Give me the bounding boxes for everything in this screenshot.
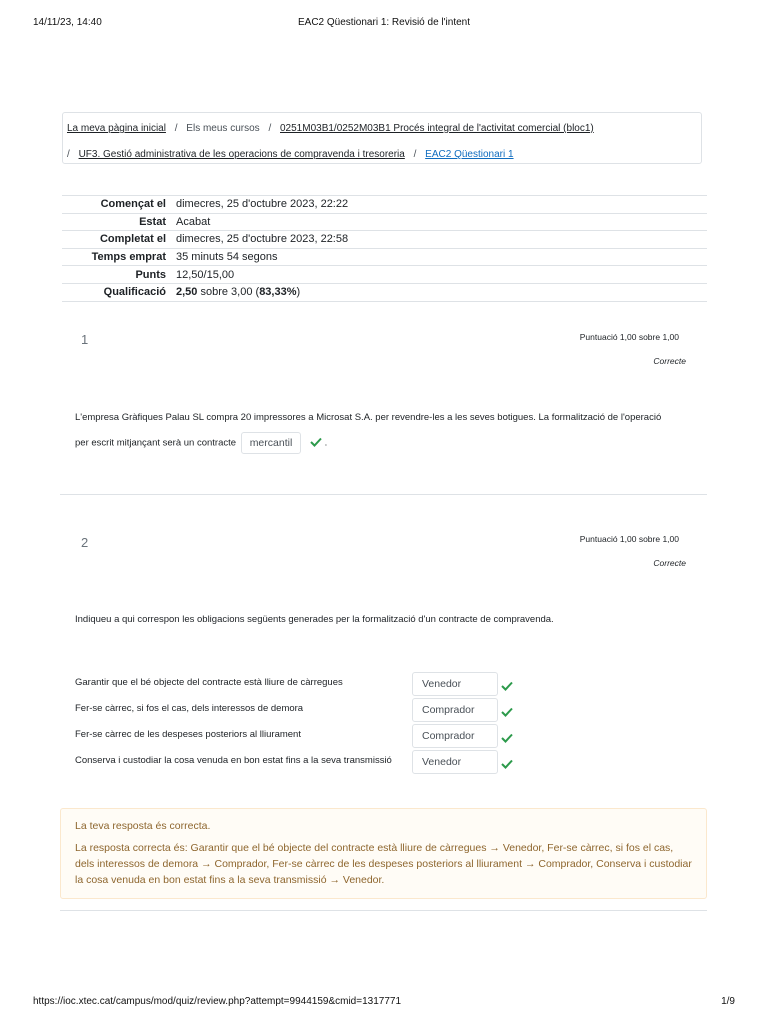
- summary-value: dimecres, 25 d'octubre 2023, 22:22: [176, 198, 349, 211]
- summary-row: [62, 248, 707, 266]
- match-row-label: Fer-se càrrec, si fos el cas, dels interessos de demora: [75, 703, 304, 714]
- print-page-number: 1/9: [721, 996, 735, 1007]
- question-2-grade: Puntuació 1,00 sobre 1,00: [579, 534, 679, 544]
- check-icon: [310, 437, 322, 450]
- summary-label: Estat: [139, 215, 166, 228]
- breadcrumb-separator: /: [67, 149, 70, 160]
- breadcrumb-separator: /: [174, 123, 178, 134]
- breadcrumb-line-1: [67, 123, 594, 134]
- match-row-select[interactable]: Venedor: [412, 672, 498, 696]
- question-1-grade: Puntuació 1,00 sobre 1,00: [579, 332, 679, 342]
- match-row-select[interactable]: Venedor: [412, 750, 498, 774]
- summary-value: 35 minuts 54 segons: [176, 251, 278, 264]
- print-url: https://ioc.xtec.cat/campus/mod/quiz/review.php?attempt=9944159&cmid=1317771: [33, 996, 402, 1007]
- question-1-text-line-2: [75, 432, 327, 454]
- breadcrumb-separator: /: [268, 123, 272, 134]
- qualification-value: [172, 283, 707, 301]
- feedback-box: [60, 808, 707, 899]
- match-row-select[interactable]: Comprador: [412, 724, 498, 748]
- summary-row: [62, 266, 707, 284]
- breadcrumb-my-courses: Els meus cursos: [186, 123, 260, 134]
- summary-label: Punts: [135, 268, 166, 281]
- match-row: [75, 724, 525, 750]
- qualification-percent: 83,33%: [259, 286, 297, 299]
- summary-label: Començat el: [100, 198, 166, 211]
- question-2-state: Correcte: [653, 558, 686, 568]
- breadcrumb-course-link[interactable]: 0251M03B1/0252M03B1 Procés integral de l'activitat comercial (bloc1): [280, 123, 594, 134]
- question-1-answer-field[interactable]: mercantil: [241, 432, 302, 454]
- match-row-label: Conserva i custodiar la cosa venuda en bon estat fins a la seva transmissió: [75, 755, 392, 766]
- question-1-state: Correcte: [653, 356, 686, 366]
- summary-label: Temps emprat: [91, 251, 166, 264]
- attempt-summary-table: [62, 195, 707, 302]
- print-title: EAC2 Qüestionari 1: Revisió de l'intent: [298, 17, 470, 28]
- breadcrumb-separator: /: [413, 149, 417, 160]
- breadcrumb-quiz-link[interactable]: EAC2 Qüestionari 1: [425, 149, 514, 160]
- qualification-mid: sobre 3,00 (: [197, 286, 260, 299]
- question-1-number: 1: [81, 332, 89, 347]
- qualification-end: ): [296, 286, 301, 299]
- check-icon: [501, 756, 513, 774]
- summary-row: [62, 213, 707, 231]
- qualification-grade: 2,50: [176, 286, 198, 299]
- summary-value: 12,50/15,00: [176, 268, 235, 281]
- summary-row: [62, 196, 707, 214]
- qualification-label: Qualificació: [103, 286, 166, 299]
- summary-value: dimecres, 25 d'octubre 2023, 22:58: [176, 233, 349, 246]
- feedback-correct-answer: La resposta correcta és: Garantir que el bé objecte del contracte està lliure de càrregues → Venedor, Fer-se càrrec, si fos el cas, dels interessos de demora → Comprador, Fer-se càrrec de les despeses posteriors al lliurament → Comprador, Conserva i custodiar la cosa venuda en bon estat fins a la seva transmissió → Venedor.: [75, 842, 692, 886]
- question-1-end: .: [324, 437, 328, 449]
- question-1-prompt: per escrit mitjançant serà un contracte: [75, 437, 237, 449]
- check-icon: [501, 678, 513, 696]
- question-2-text: Indiqueu a qui correspon les obligacions següents generades per la formalització d'un contracte de compravenda.: [75, 614, 554, 625]
- summary-value: Acabat: [176, 215, 211, 228]
- breadcrumb-unit-link[interactable]: UF3. Gestió administrativa de les operacions de compravenda i tresoreria: [78, 149, 405, 160]
- match-row: [75, 750, 525, 776]
- summary-row: [62, 231, 707, 249]
- breadcrumb-home-link[interactable]: La meva pàgina inicial: [67, 123, 166, 134]
- print-datetime: 14/11/23, 14:40: [33, 17, 102, 28]
- match-row-label: Garantir que el bé objecte del contracte està lliure de càrregues: [75, 677, 343, 688]
- feedback-correct-message: La teva resposta és correcta.: [75, 820, 211, 832]
- check-icon: [501, 730, 513, 748]
- question-2-number: 2: [81, 535, 89, 550]
- match-row: [75, 672, 525, 698]
- match-row-select[interactable]: Comprador: [412, 698, 498, 722]
- breadcrumb-line-2: [67, 149, 514, 160]
- check-icon: [501, 704, 513, 722]
- match-row-label: Fer-se càrrec de les despeses posteriors al lliurament: [75, 729, 301, 740]
- match-row: [75, 698, 525, 724]
- question-divider: [60, 494, 707, 495]
- summary-row-qualification: [62, 283, 707, 301]
- question-1-text: L'empresa Gràfiques Palau SL compra 20 impressores a Microsat S.A. per revendre-les a les seves botigues. La formalització de l'operació: [75, 412, 662, 423]
- question-divider: [60, 910, 707, 911]
- summary-label: Completat el: [99, 233, 166, 246]
- breadcrumb: [62, 112, 702, 164]
